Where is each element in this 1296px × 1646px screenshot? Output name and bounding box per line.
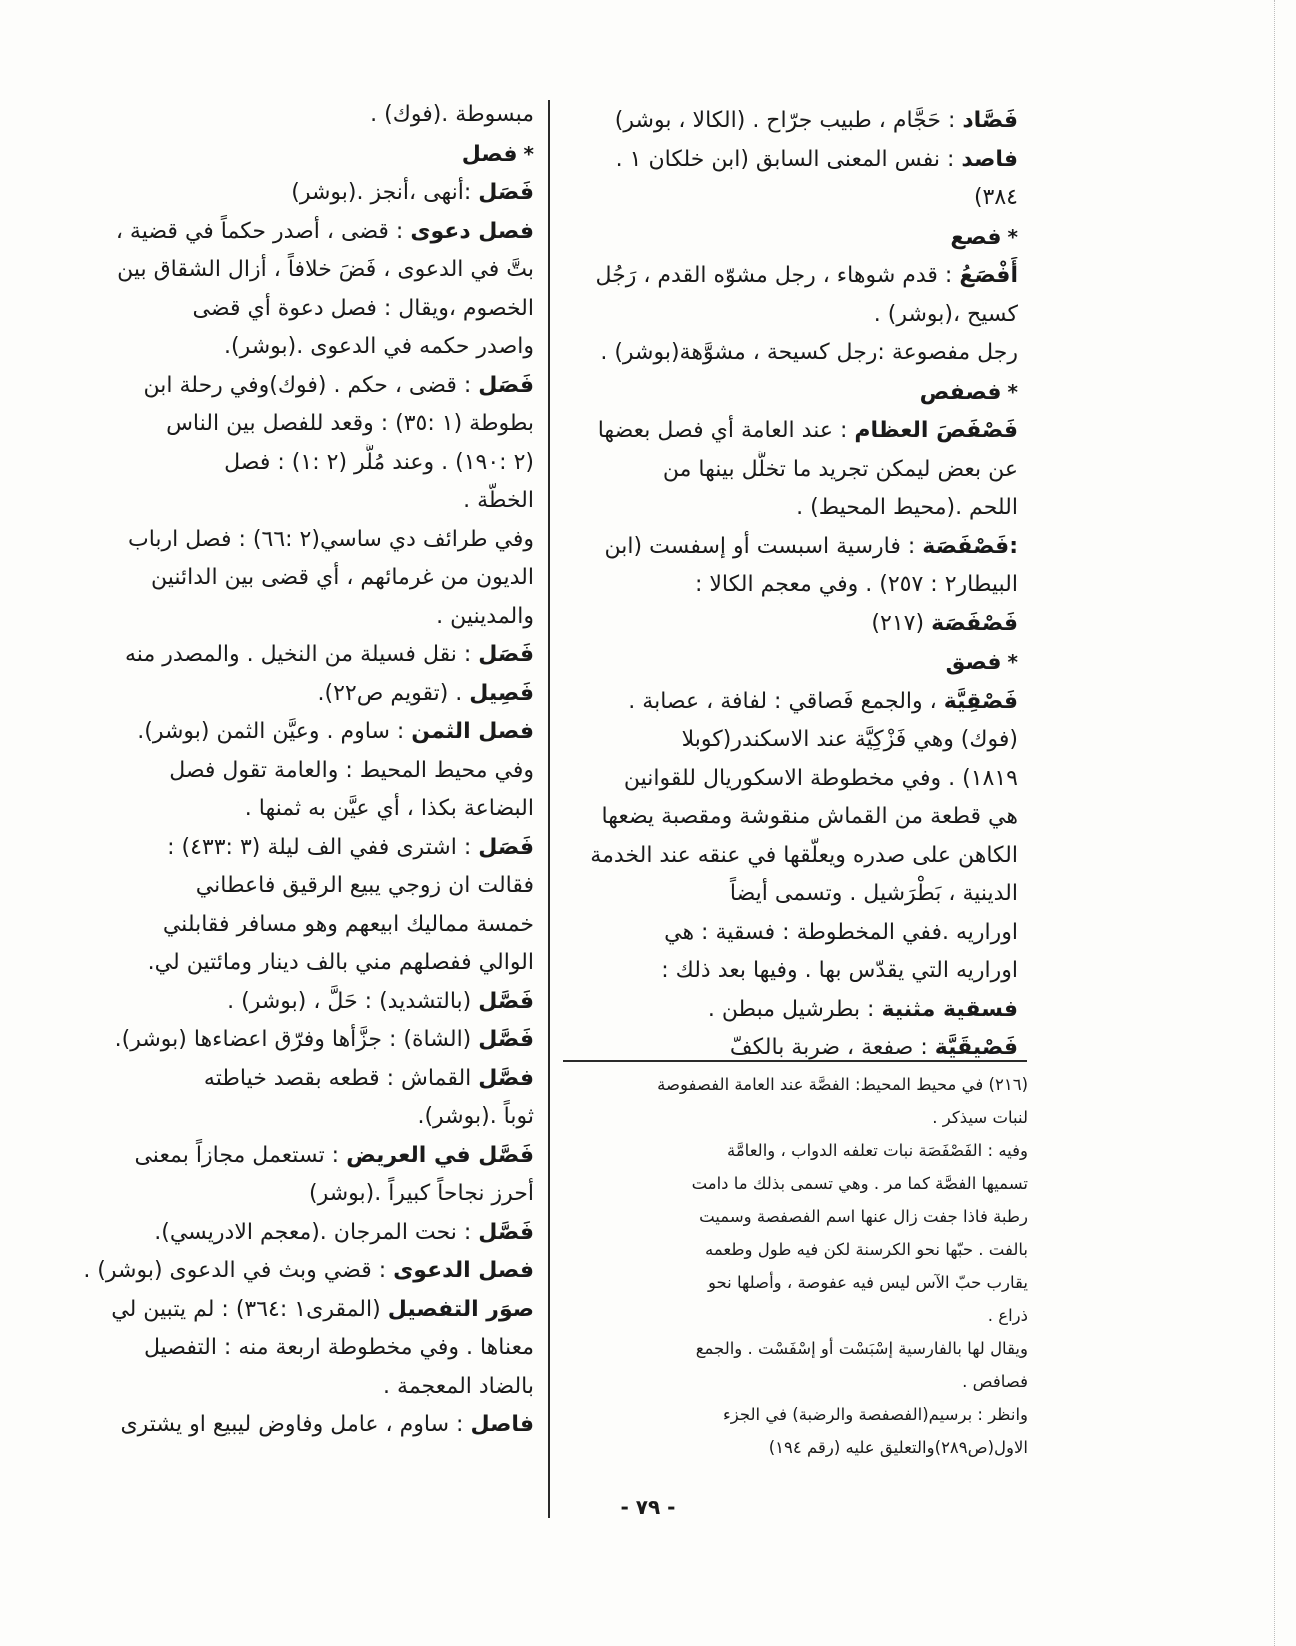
text-line <box>82 1291 534 1330</box>
text-line <box>566 837 1018 876</box>
footnotes <box>576 1068 1028 1464</box>
text-line <box>82 829 534 868</box>
headword: فصع <box>950 224 1002 250</box>
scan-edge <box>1274 0 1276 1646</box>
text-line <box>82 1252 534 1291</box>
line-text: : نفس المعنى السابق (ابن خلكان ١ . <box>615 146 955 172</box>
text-line <box>576 1398 1028 1431</box>
line-text: البيطار٢ : ٢٥٧) . وفي معجم الكالا : <box>694 572 1018 597</box>
line-text: : قضي وبث في الدعوى (بوشر) . <box>83 1258 387 1283</box>
text-line <box>82 790 534 829</box>
headword: فصَّل <box>478 1065 534 1091</box>
entry-marker: * <box>1007 650 1018 674</box>
text-line <box>576 1365 1028 1398</box>
text-line <box>576 1266 1028 1299</box>
line-text: : صفعة ، ضربة بالكفّ <box>729 1035 928 1060</box>
line-text: ويقال لها بالفارسية إسْبَسْت أو إسْفَسْت . والجمع <box>695 1339 1028 1358</box>
text-line <box>576 1431 1028 1464</box>
line-text: اوراريه التي يقدّس بها . وفيها بعد ذلك : <box>661 958 1018 983</box>
line-text: الخطّة . <box>463 488 534 513</box>
line-text: واصدر حكمه في الدعوى .(بوشر). <box>224 334 534 359</box>
text-line <box>576 1299 1028 1332</box>
line-text: بالفت . حبّها نحو الكرسنة لكن فيه طول وطعمه <box>705 1240 1028 1259</box>
text-line <box>566 721 1018 760</box>
text-line <box>566 528 1018 567</box>
line-text: الخصوم ،ويقال : فصل دعوة أي قضى <box>192 295 534 321</box>
line-text: :أنهى ،أنجز .(بوشر) <box>291 180 472 205</box>
line-text: القماش : قطعه بقصد خياطته <box>203 1065 472 1091</box>
text-line <box>566 141 1018 180</box>
footnote-rule <box>563 1060 1027 1062</box>
column-divider <box>548 100 550 1518</box>
headword: فَصَّل <box>478 988 534 1014</box>
headword: فَصَّل <box>478 1219 534 1245</box>
headword: فصل الثمن <box>411 719 534 744</box>
text-line <box>82 1368 534 1407</box>
right-column <box>566 102 1018 1068</box>
line-text: مبسوطة .(فوك) . <box>370 102 534 127</box>
headword: فَصَّل في العريض <box>346 1142 534 1168</box>
text-line <box>82 675 534 714</box>
headword: فصق <box>945 650 1002 675</box>
line-text: معناها . وفي مخطوطة اربعة منه : التفصيل <box>143 1335 534 1360</box>
line-text: (الشاة) : جزَّأها وفرّق اعضاءها (بوشر). <box>114 1027 472 1052</box>
line-text: بتَّ في الدعوى ، فَضَ خلافاً ، أزال الشقاق بين <box>117 257 534 282</box>
line-text: لنبات سيذكر . <box>932 1108 1028 1127</box>
headword: فَصَل <box>478 372 534 398</box>
headword: فصل دعوى <box>410 218 534 244</box>
line-text: الكاهن على صدره ويعلّقها في عنقه عند الخدمة <box>590 842 1018 868</box>
text-line <box>566 643 1018 683</box>
text-line <box>566 179 1018 218</box>
headword: فَصْفَصَ العظام <box>854 418 1018 443</box>
line-text: اللحم .(محيط المحيط) . <box>796 495 1018 520</box>
line-text: ذراع . <box>987 1306 1028 1325</box>
line-text: رجل مفصوعة :رجل كسيحة ، مشوَّهة(بوشر) . <box>600 340 1018 365</box>
line-text: بالضاد المعجمة . <box>383 1373 534 1399</box>
text-line <box>82 135 534 175</box>
line-text: وفي محيط المحيط : والعامة تقول فصل <box>169 757 534 783</box>
line-text: الديون من غرمائهم ، أي قضى بين الدائنين <box>150 565 534 590</box>
text-line <box>566 218 1018 258</box>
text-line <box>576 1200 1028 1233</box>
line-text: عن بعض ليمكن تجريد ما تخلَّل بينها من <box>662 456 1018 482</box>
line-text: : بطرشيل مبطن . <box>707 996 875 1022</box>
headword: فاصد <box>961 146 1018 172</box>
page-number: - ٧٩ - <box>620 1495 676 1519</box>
line-text: : نقل فسيلة من النخيل . والمصدر منه <box>125 642 472 667</box>
line-text: (فوك) وهي فَزْكِيَّة عند الاسكندر(كوبلا <box>681 727 1018 752</box>
line-text: (٢١٦) في محيط المحيط: الفصَّة عند العامة الفصفوصة <box>657 1075 1028 1094</box>
text-line <box>576 1233 1028 1266</box>
headword: فسقية مثنية <box>881 996 1018 1022</box>
line-text: ٣٨٤) <box>973 185 1018 210</box>
text-line <box>566 489 1018 528</box>
text-line <box>82 444 534 483</box>
line-text: (٢١٧) <box>871 610 925 636</box>
line-text: : اشترى ففي الف ليلة (٣ :٤٣٣) : <box>167 834 472 860</box>
text-line <box>566 412 1018 451</box>
text-line <box>82 1175 534 1214</box>
text-line <box>82 328 534 367</box>
headword: أَفْصَعُ <box>959 263 1018 288</box>
line-text: : قضى ، أصدر حكماً في قضية ، <box>115 218 404 244</box>
headword: :فَصْفَصَة <box>922 533 1018 559</box>
line-text: تسميها الفصَّة كما مر . وهي تسمى بذلك ما دامت <box>691 1174 1028 1193</box>
text-line <box>566 760 1018 799</box>
text-line <box>82 96 534 135</box>
line-text: : قضى ، حكم . (فوك)وفي رحلة ابن <box>143 372 472 398</box>
text-line <box>82 752 534 791</box>
text-line <box>576 1167 1028 1200</box>
line-text: الوالي ففصلهم مني بالف دينار ومائتين لي. <box>147 950 534 975</box>
text-line <box>82 174 534 213</box>
line-text: ثوباً .(بوشر). <box>417 1104 534 1129</box>
headword: فصل الدعوى <box>393 1258 534 1283</box>
text-line <box>566 334 1018 373</box>
text-line <box>566 798 1018 837</box>
line-text: وفي طرائف دي ساسي(٢ :٦٦) : فصل ارباب <box>127 526 534 552</box>
text-line <box>82 1137 534 1176</box>
text-line <box>566 875 1018 914</box>
text-line <box>82 1021 534 1060</box>
entry-marker: * <box>1007 224 1018 249</box>
line-text: : عند العامة أي فصل بعضها <box>597 418 848 443</box>
text-line <box>566 102 1018 141</box>
line-text: : فارسية اسبست أو إسفست (ابن <box>604 533 916 559</box>
line-text: فقالت ان زوجي يبيع الرقيق فاعطاني <box>195 873 534 898</box>
text-line <box>576 1068 1028 1101</box>
text-line <box>566 451 1018 490</box>
line-text: وانظر : برسيم(الفصفصة والرضبة) في الجزء <box>723 1405 1028 1424</box>
text-line <box>82 521 534 560</box>
line-text: وفيه : الفَصْفَصَة نبات تعلفه الدواب ، والعامَّة <box>727 1141 1028 1160</box>
text-line <box>566 683 1018 722</box>
text-line <box>576 1101 1028 1134</box>
headword: فَصَّل <box>478 1027 534 1052</box>
text-line <box>82 405 534 444</box>
headword: فصل <box>461 141 518 167</box>
text-line <box>82 906 534 945</box>
line-text: رطبة فاذا جفت زال عنها اسم الفصفصة وسميت <box>699 1207 1028 1226</box>
text-line <box>82 983 534 1022</box>
text-line <box>566 952 1018 991</box>
text-line <box>566 566 1018 605</box>
line-text: . (تقويم ص٢٢). <box>317 680 463 706</box>
line-text: (بالتشديد) : حَلَّ ، (بوشر) . <box>227 988 472 1014</box>
line-text: أحرز نجاحاً كبيراً .(بوشر) <box>308 1181 534 1206</box>
text-line <box>82 482 534 521</box>
line-text: : حَجَّام ، طبيب جرّاح . (الكالا ، بوشر) <box>614 108 956 133</box>
headword: فصفص <box>919 379 1002 405</box>
text-line <box>82 1214 534 1253</box>
entry-marker: * <box>523 141 534 166</box>
text-line <box>82 1098 534 1137</box>
text-line <box>566 296 1018 335</box>
text-line <box>566 373 1018 413</box>
line-text: الدينية ، بَطْرَشيل . وتسمى أيضاً <box>729 881 1018 906</box>
text-line <box>82 867 534 906</box>
headword: صوَر التفصيل <box>387 1296 534 1322</box>
text-line <box>566 257 1018 296</box>
text-line <box>82 290 534 329</box>
headword: فَصَل <box>478 180 534 205</box>
line-text: (المقرى١ :٣٦٤) : لم يتبين لي <box>111 1296 381 1322</box>
text-line <box>576 1332 1028 1365</box>
text-line <box>82 213 534 252</box>
headword: فَصْفَصَة <box>931 610 1018 636</box>
line-text: والمدينين . <box>436 603 534 629</box>
line-text: البضاعة بكذا ، أي عيَّن به ثمنها . <box>244 796 534 821</box>
line-text: ، والجمع فَصاقي : لفافة ، عصابة . <box>628 688 937 714</box>
text-line <box>82 598 534 637</box>
line-text: بطوطة (١ :٣٥) : وقعد للفصل بين الناس <box>166 411 534 436</box>
text-line <box>566 605 1018 644</box>
line-text: : ساوم . وعيَّن الثمن (بوشر). <box>137 719 405 744</box>
text-line <box>82 1406 534 1445</box>
text-line <box>566 914 1018 953</box>
text-line <box>82 1060 534 1099</box>
left-column <box>82 96 534 1445</box>
line-text: ١٨١٩) . وفي مخطوطة الاسكوريال للقوانين <box>623 765 1018 791</box>
line-text: خمسة مماليك ابيعهم وهو مسافر فقابلني <box>162 911 534 937</box>
headword: فَصَّاد <box>962 108 1018 133</box>
text-line <box>82 367 534 406</box>
headword: فَصْقِيَّة <box>943 688 1018 714</box>
line-text: : ساوم ، عامل وفاوض ليبيع او يشترى <box>120 1412 464 1437</box>
text-line <box>82 713 534 752</box>
text-line <box>576 1134 1028 1167</box>
entry-marker: * <box>1007 379 1018 404</box>
text-line <box>82 636 534 675</box>
headword: فَصْيقَيَّة <box>934 1035 1018 1060</box>
headword: فاصل <box>470 1412 534 1437</box>
line-text: اوراريه .ففي المخطوطة : فسقية : هي <box>664 919 1018 945</box>
text-line <box>82 944 534 983</box>
line-text: فصافص . <box>962 1372 1028 1391</box>
line-text: كسيح ،(بوشر) . <box>873 301 1018 327</box>
headword: فَصَل <box>478 834 534 860</box>
text-line <box>82 559 534 598</box>
line-text: : نحت المرجان .(معجم الادريسي). <box>154 1219 472 1245</box>
line-text: الاول(ص٢٨٩)والتعليق عليه (رقم ١٩٤) <box>768 1438 1028 1457</box>
line-text: يقارب حبّ الآس ليس فيه عفوصة ، وأصلها نحو <box>707 1273 1028 1292</box>
line-text: : قدم شوهاء ، رجل مشوّه القدم ، رَجُل <box>595 263 953 288</box>
text-line <box>566 991 1018 1030</box>
headword: فَصِيل <box>469 680 534 706</box>
headword: فَصَل <box>478 642 534 667</box>
text-line <box>82 251 534 290</box>
text-line <box>82 1329 534 1368</box>
line-text: (٢ :١٩٠) . وعند مُلَّر (٢ :١) : فصل <box>224 449 534 475</box>
line-text: هي قطعة من القماش منقوشة ومقصبة يضعها <box>601 804 1018 829</box>
line-text: : تستعمل مجازاً بمعنى <box>134 1142 340 1168</box>
